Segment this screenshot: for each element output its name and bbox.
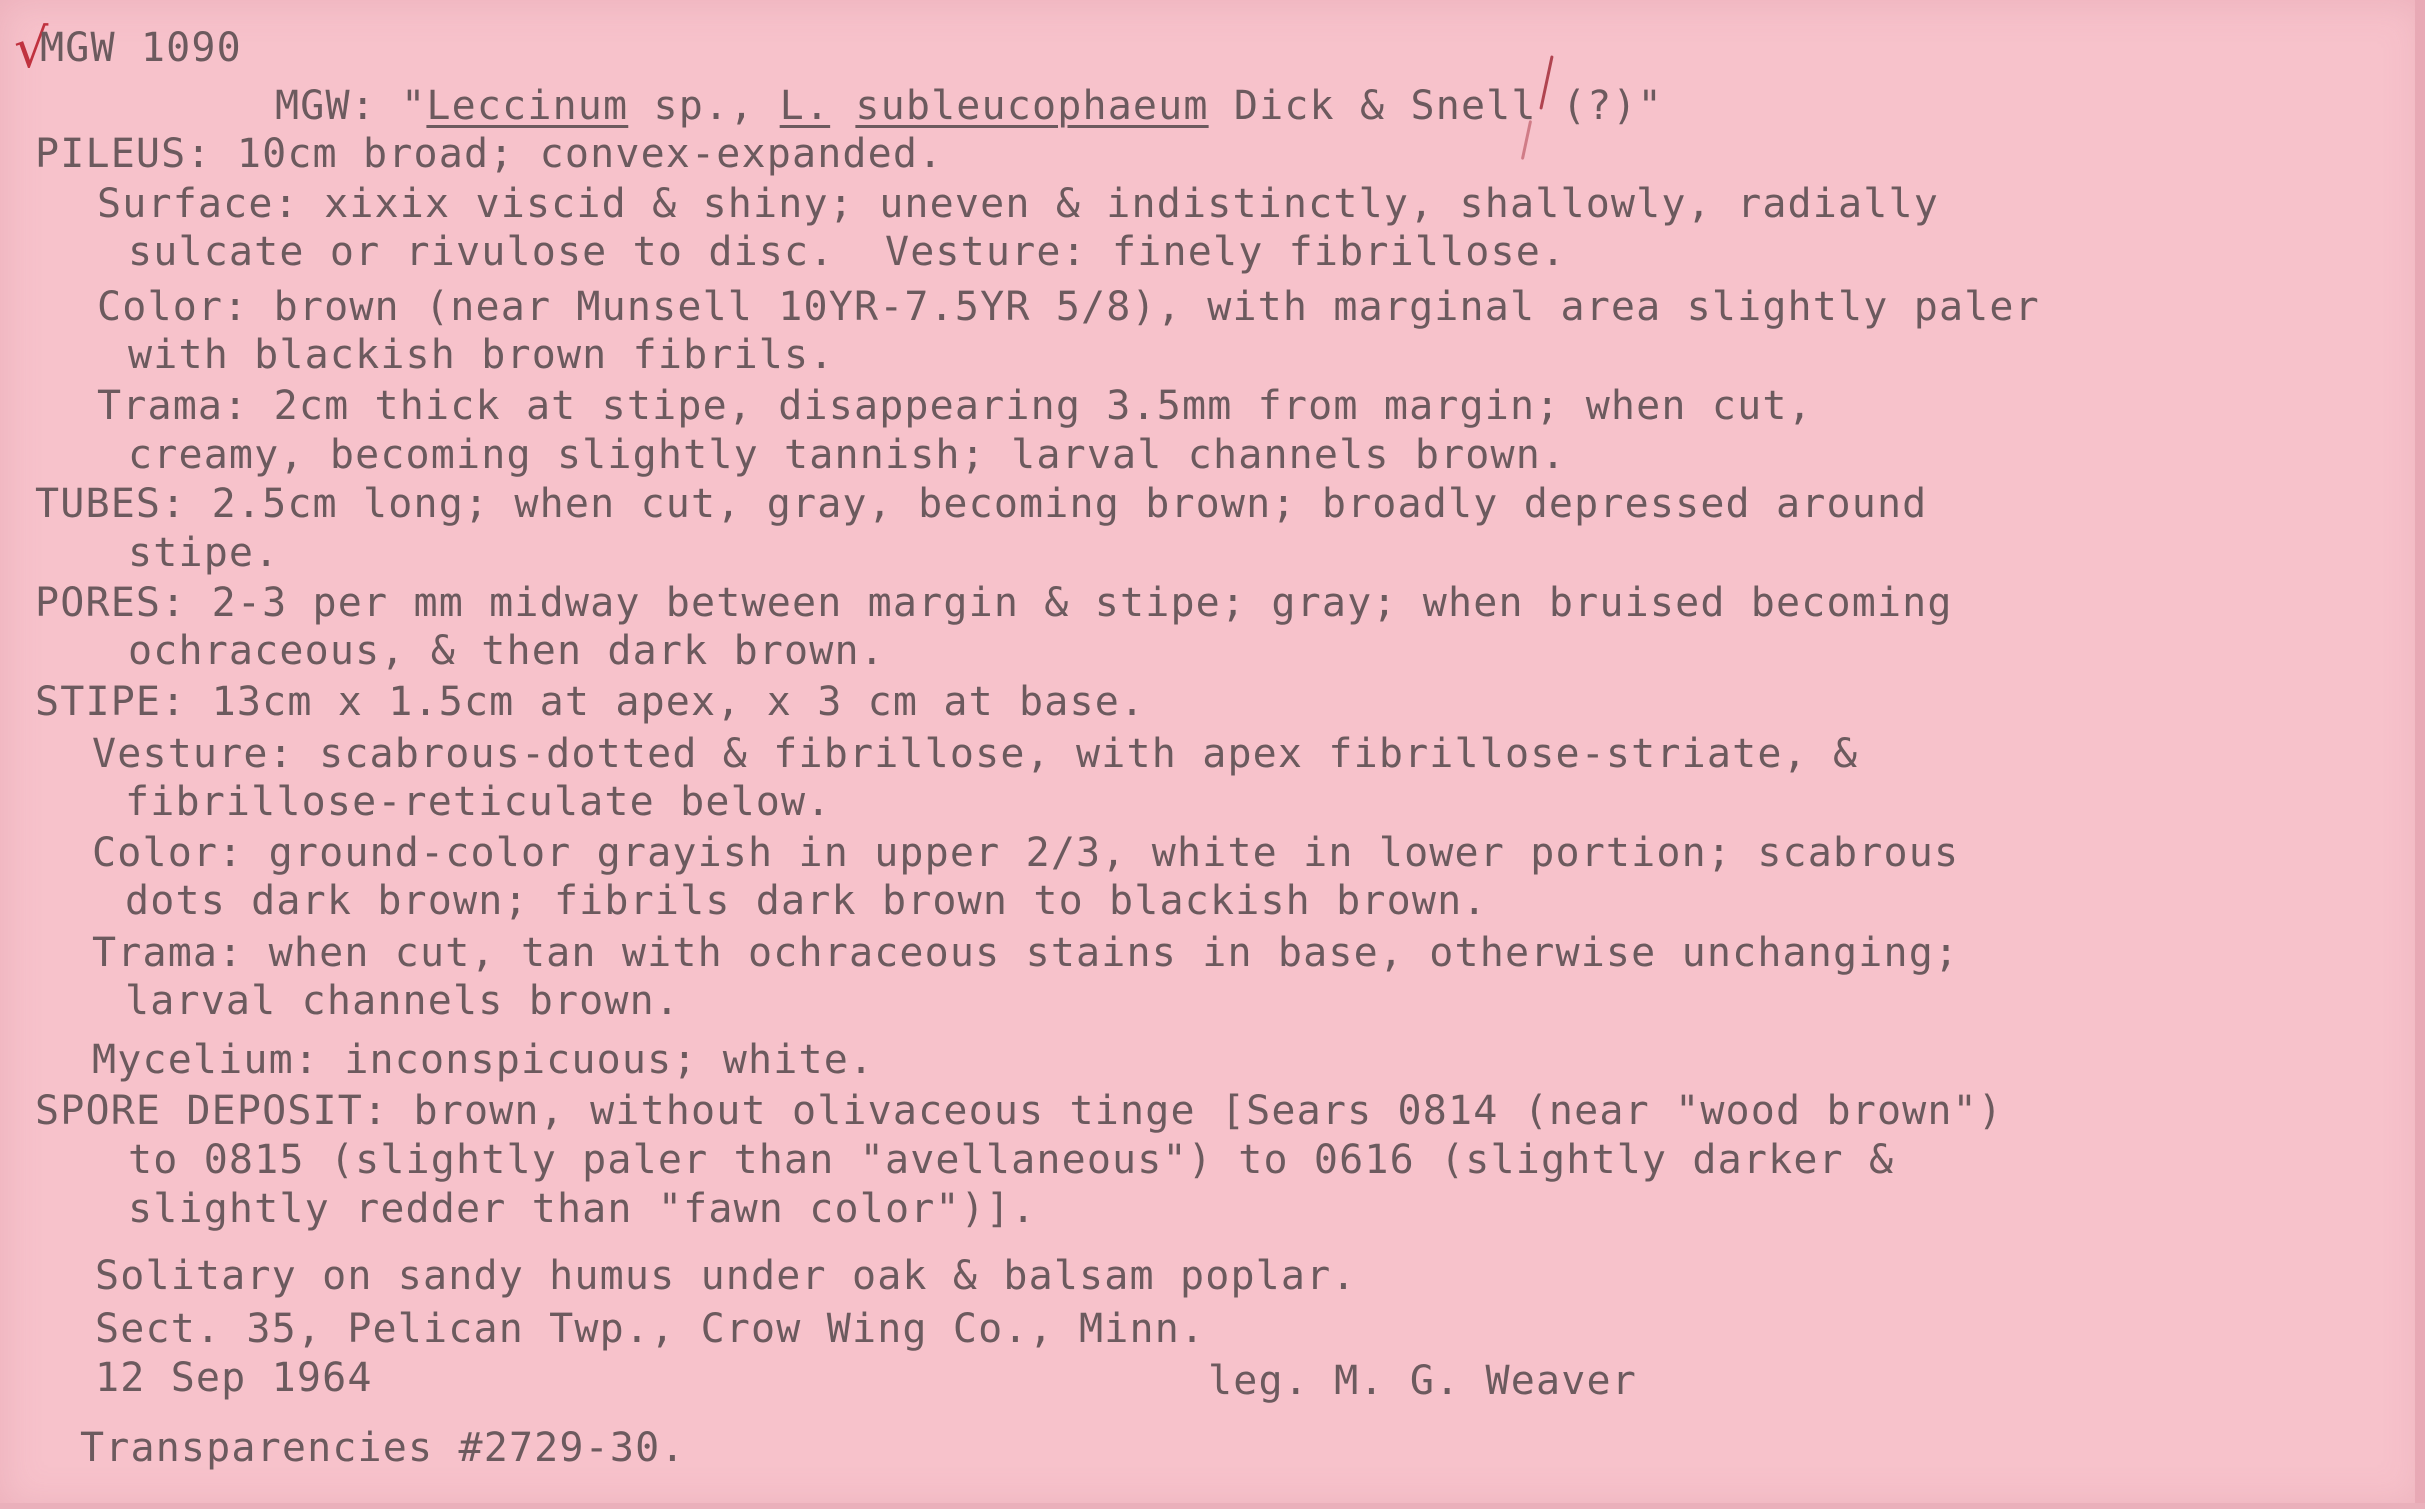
pores-line-cont: ochraceous, & then dark brown.: [128, 628, 885, 674]
name-prefix: MGW: ": [275, 83, 427, 129]
species-name: subleucophaeum: [855, 83, 1209, 129]
stipe-trama-cont: larval channels brown.: [125, 978, 681, 1024]
check-mark: √: [14, 17, 49, 80]
stipe-trama: Trama: when cut, tan with ochraceous stains in base, otherwise unchanging;: [92, 930, 1960, 976]
spore-deposit-end: slightly redder than "fawn color")].: [128, 1186, 1037, 1232]
tubes-line: TUBES: 2.5cm long; when cut, gray, becoming brown; broadly depressed around: [35, 481, 1928, 527]
stipe-color-cont: dots dark brown; fibrils dark brown to blackish brown.: [125, 878, 1488, 924]
spore-deposit-line: SPORE DEPOSIT: brown, without olivaceous tinge [Sears 0814 (near "wood brown"): [35, 1088, 2004, 1134]
card-edge-bottom: [0, 1503, 2425, 1509]
stipe-vesture: Vesture: scabrous-dotted & fibrillose, with apex fibrillose-striate, &: [92, 731, 1859, 777]
spore-deposit-cont: to 0815 (slightly paler than "avellaneous") to 0616 (slightly darker &: [128, 1137, 1895, 1183]
pileus-color-cont: with blackish brown fibrils.: [128, 332, 835, 378]
pileus-trama-cont: creamy, becoming slightly tannish; larval channels brown.: [128, 432, 1567, 478]
pileus-color: Color: brown (near Munsell 10YR-7.5YR 5/8), with marginal area slightly paler: [97, 284, 2040, 330]
specimen-name-line: [275, 82, 1663, 130]
collection-date: 12 Sep 1964: [95, 1355, 373, 1401]
pores-line: PORES: 2-3 per mm midway between margin & stipe; gray; when bruised becoming: [35, 580, 1953, 626]
card-header: MGW 1090: [40, 25, 242, 71]
stipe-heading: STIPE: 13cm x 1.5cm at apex, x 3 cm at base.: [35, 679, 1146, 725]
genus-name: Leccinum: [426, 83, 629, 129]
pileus-trama: Trama: 2cm thick at stipe, disappearing 3.5mm from margin; when cut,: [97, 383, 1813, 429]
habitat-line: Solitary on sandy humus under oak & balsam poplar.: [95, 1253, 1357, 1299]
pileus-heading: PILEUS: 10cm broad; convex-expanded.: [35, 131, 944, 177]
stipe-vesture-cont: fibrillose-reticulate below.: [125, 779, 832, 825]
name-separator: sp.,: [628, 83, 780, 129]
genus-abbrev: L.: [779, 83, 831, 129]
collector-line: leg. M. G. Weaver: [1208, 1358, 1637, 1404]
stipe-color: Color: ground-color grayish in upper 2/3, white in lower portion; scabrous: [92, 830, 1960, 876]
pileus-surface: Surface: xixix viscid & shiny; uneven & indistinctly, shallowly, radially: [97, 181, 1939, 227]
card-edge-right: [2415, 0, 2425, 1509]
pileus-surface-cont: sulcate or rivulose to disc. Vesture: finely fibrillose.: [128, 229, 1567, 275]
tubes-line-cont: stipe.: [128, 530, 280, 576]
location-line: Sect. 35, Pelican Twp., Crow Wing Co., Minn.: [95, 1306, 1206, 1352]
mycelium-line: Mycelium: inconspicuous; white.: [92, 1037, 875, 1083]
name-authority: Dick & Snell (?)": [1208, 83, 1663, 129]
transparencies-line: Transparencies #2729-30.: [80, 1425, 686, 1471]
name-space: [830, 83, 855, 129]
